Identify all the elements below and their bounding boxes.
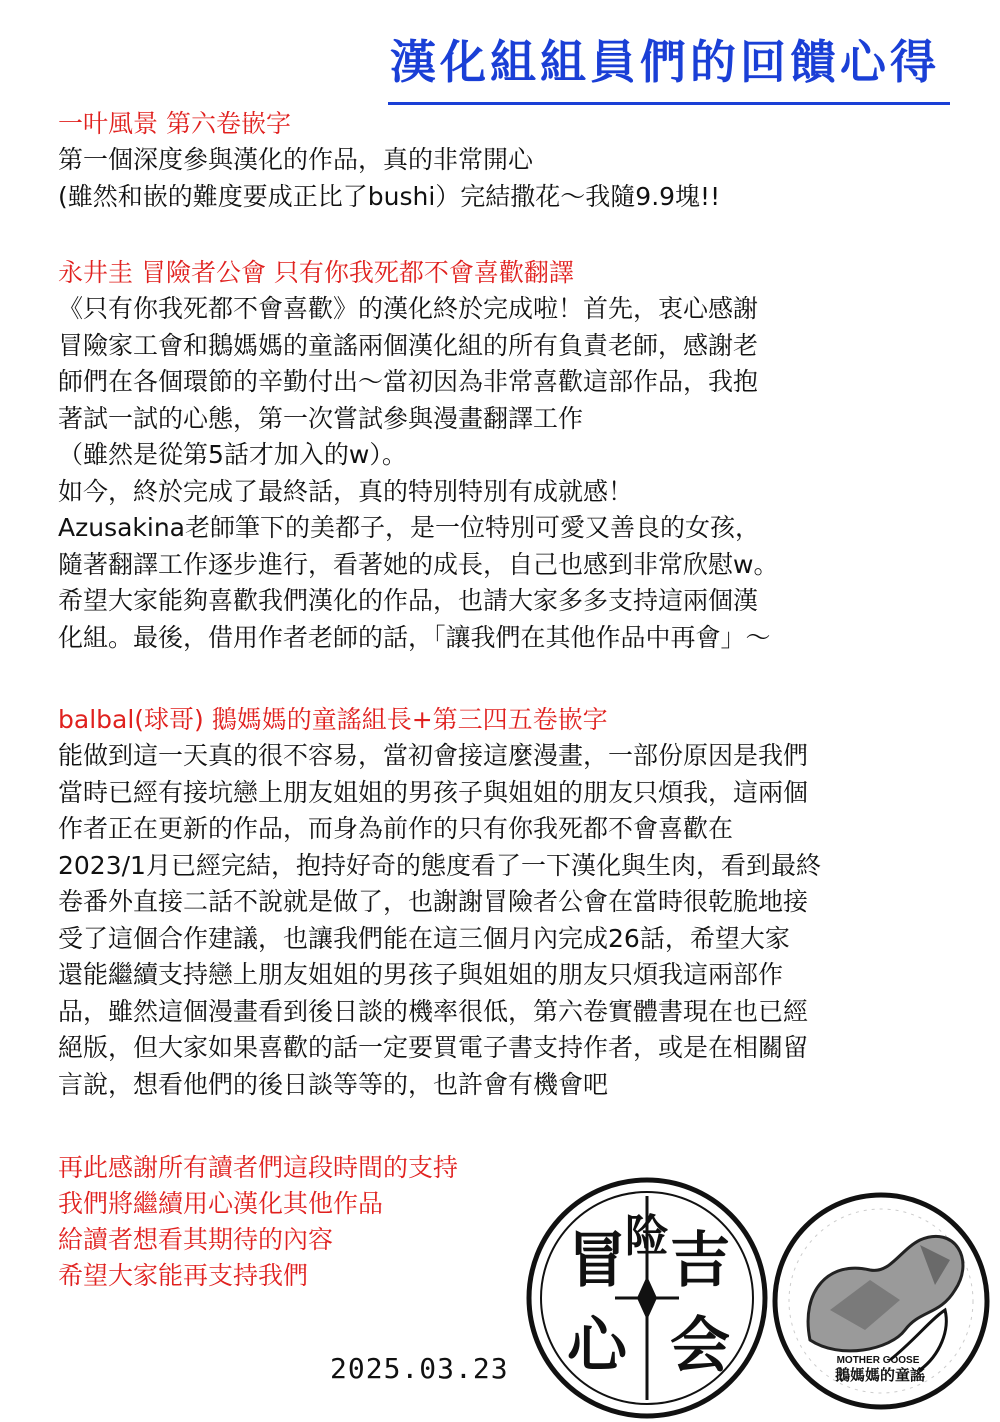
closing-line: 我們將繼續用心漢化其他作品 bbox=[58, 1189, 384, 1218]
text-line: 隨著翻譯工作逐步進行，看著她的成長，自己也感到非常欣慰w。 bbox=[58, 549, 779, 579]
section-3 bbox=[58, 702, 968, 1103]
text-line: 希望大家能夠喜歡我們漢化的作品，也請大家多多支持這兩個漢 bbox=[58, 586, 759, 615]
logo-english-text: MOTHER GOOSE bbox=[836, 1355, 920, 1366]
seal-char: 会 bbox=[670, 1311, 730, 1381]
closing-line: 給讀者想看其期待的內容 bbox=[58, 1225, 334, 1254]
seal-char: 心 bbox=[567, 1311, 627, 1381]
text-line: 能做到這一天真的很不容易，當初會接這麼漫畫，一部份原因是我們 bbox=[58, 741, 809, 770]
page-title: 漢化組組員們的回饋心得 bbox=[390, 35, 940, 89]
text-line: 卷番外直接二話不說就是做了，也謝謝冒險者公會在當時很乾脆地接 bbox=[58, 887, 809, 916]
text-line: Azusakina老師筆下的美都子，是一位特別可愛又善良的女孩， bbox=[58, 513, 761, 542]
seal-char: 冒 bbox=[567, 1226, 627, 1296]
text-line: 第一個深度參與漢化的作品，真的非常開心 bbox=[58, 145, 534, 174]
section-1 bbox=[58, 106, 968, 215]
text-line: 如今，終於完成了最終話，真的特別特別有成就感！ bbox=[58, 476, 634, 506]
section-2 bbox=[58, 255, 968, 656]
section-heading: balbal(球哥) 鵝媽媽的童謠組長+第三四五卷嵌字 bbox=[58, 705, 608, 734]
text-line: 品，雖然這個漫畫看到後日談的機率很低，第六卷實體書現在也已經 bbox=[58, 996, 809, 1026]
text-line: 言說，想看他們的後日談等等的，也許會有機會吧 bbox=[58, 1069, 609, 1099]
logo-chinese-text: 鵝媽媽的童謠 bbox=[834, 1366, 926, 1384]
text-line: 2023/1月已經完結，抱持好奇的態度看了一下漢化與生肉，看到最終 bbox=[58, 850, 821, 880]
text-line: 著試一試的心態，第一次嘗試參與漫畫翻譯工作 bbox=[58, 403, 584, 433]
closing-line: 再此感謝所有讀者們這段時間的支持 bbox=[58, 1153, 459, 1182]
guild-seal-logo bbox=[525, 1176, 770, 1421]
seal-char: 吉 bbox=[670, 1226, 730, 1296]
date-stamp: 2025.03.23 bbox=[330, 1352, 509, 1385]
text-line: 絕版，但大家如果喜歡的話一定要買電子書支持作者，或是在相關留 bbox=[58, 1033, 809, 1062]
text-line: 師們在各個環節的辛勤付出～當初因為非常喜歡這部作品，我抱 bbox=[58, 367, 759, 396]
text-line: 化組。最後，借用作者老師的話，「讓我們在其他作品中再會」～ bbox=[58, 622, 771, 652]
text-line: （雖然是從第5話才加入的w）。 bbox=[58, 440, 407, 469]
text-line: (雖然和嵌的難度要成正比了bushi）完結撒花～我隨9.9塊!! bbox=[58, 181, 721, 211]
section-heading: 永井圭 冒險者公會 只有你我死都不會喜歡翻譯 bbox=[58, 258, 574, 287]
seal-char: 险 bbox=[625, 1211, 669, 1262]
section-heading: 一叶風景 第六卷嵌字 bbox=[58, 109, 291, 138]
mother-goose-logo bbox=[770, 1190, 992, 1412]
text-line: 受了這個合作建議，也讓我們能在這三個月內完成26話，希望大家 bbox=[58, 923, 790, 953]
closing-line: 希望大家能再支持我們 bbox=[58, 1261, 309, 1290]
text-line: 作者正在更新的作品，而身為前作的只有你我死都不會喜歡在 bbox=[58, 814, 734, 843]
text-line: 《只有你我死都不會喜歡》的漢化終於完成啦！首先，衷心感謝 bbox=[58, 294, 759, 323]
title-underline bbox=[388, 102, 950, 105]
text-line: 冒險家工會和鵝媽媽的童謠兩個漢化組的所有負責老師，感謝老 bbox=[58, 330, 759, 360]
text-line: 還能繼續支持戀上朋友姐姐的男孩子與姐姐的朋友只煩我這兩部作 bbox=[58, 960, 784, 989]
text-line: 當時已經有接坑戀上朋友姐姐的男孩子與姐姐的朋友只煩我，這兩個 bbox=[58, 777, 809, 807]
